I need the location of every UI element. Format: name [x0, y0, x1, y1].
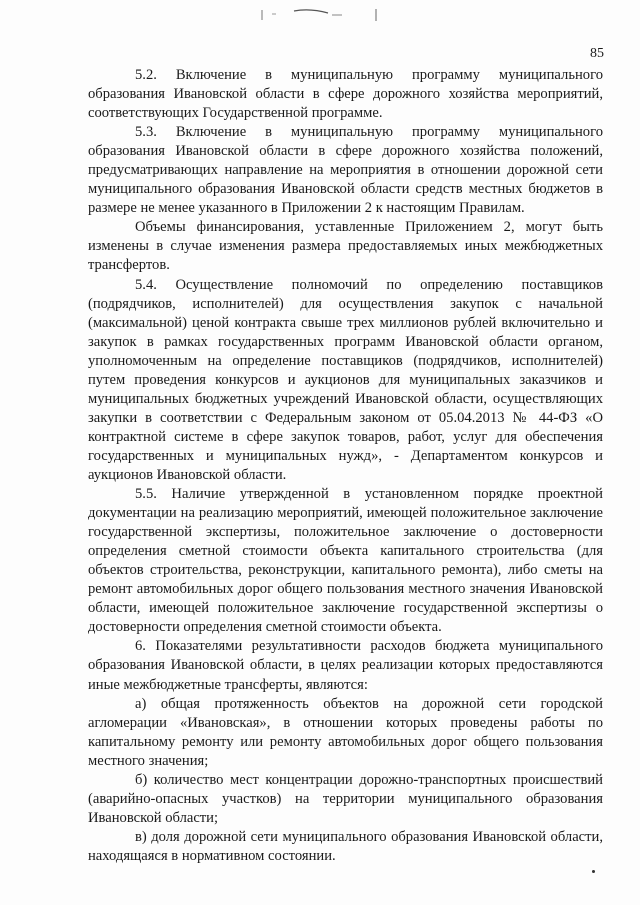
paragraph-funding-volumes: Объемы финансирования, уставленные Приложением 2, могут быть изменены в случае изменения размера предоставляемых иных межбюджетных трансфертов. [88, 219, 603, 274]
scan-artifact-mark [250, 6, 390, 24]
paragraph-5-5: 5.5. Наличие утвержденной в установленном порядке проектной документации на реализацию мероприятий, имеющей положительное заключение государственной экспертизы, положительное заключение о достоверности определения сметной стоимости объекта капитального строительства (для объектов строительства, реконструкции, капитального ремонта), либо сметы на ремонт автомобильных дорог общего пользования местного значения Ивановской области, имеющей положительное заключение государственной экспертизы о достоверности определения сметной стоимости объекта. [88, 486, 603, 636]
paragraph-6-b: б) количество мест концентрации дорожно-транспортных происшествий (аварийно-опасных участков) на территории муниципального образования Ивановской области; [88, 771, 603, 826]
paragraph-6-a: а) общая протяженность объектов на дорожной сети городской агломерации «Ивановская», в отношении которых проведены работы по капитальному ремонту или ремонту автомобильных дорог общего пользования местного значения; [88, 695, 603, 769]
scan-dot-mark [592, 870, 595, 873]
paragraph-5-2: 5.2. Включение в муниципальную программу муниципального образования Ивановской области в сфере дорожного хозяйства мероприятий, соответствующих Государственной программе. [88, 67, 603, 122]
paragraph-5-3: 5.3. Включение в муниципальную программу муниципального образования Ивановской области в сфере дорожного хозяйства положений, предусматривающих направление на мероприятия в отношении дорожной сети муниципального образования Ивановской области средств местных бюджетов в размере не менее указанного в Приложении 2 к настоящим Правилам. [88, 124, 603, 217]
page-number: 85 [590, 46, 604, 61]
paragraph-5-4: 5.4. Осуществление полномочий по определению поставщиков (подрядчиков, исполнителей) для осуществления закупок с начальной (максимальной) ценой контракта свыше трех миллионов рублей включительно и закупок в рамках государственных программ Ивановской области органом, уполномоченным на определение поставщиков (подрядчиков, исполнителей) путем проведения конкурсов и аукционов для муниципальных заказчиков и муниципальных бюджетных учреждений Ивановской области, осуществляющих закупки в соответствии с Федеральным законом от 05.04.2013 № 44-ФЗ «О контрактной системе в сфере закупок товаров, работ, услуг для обеспечения государственных и муниципальных нужд», - Департаментом конкурсов и аукционов Ивановской области. [88, 276, 603, 483]
document-body [88, 66, 603, 866]
paragraph-6-v: в) доля дорожной сети муниципального образования Ивановской области, находящаяся в нормативном состоянии. [88, 828, 603, 864]
paragraph-6: 6. Показателями результативности расходов бюджета муниципального образования Ивановской области, в целях реализации которых предоставляются иные межбюджетные трансферты, являются: [88, 638, 603, 693]
